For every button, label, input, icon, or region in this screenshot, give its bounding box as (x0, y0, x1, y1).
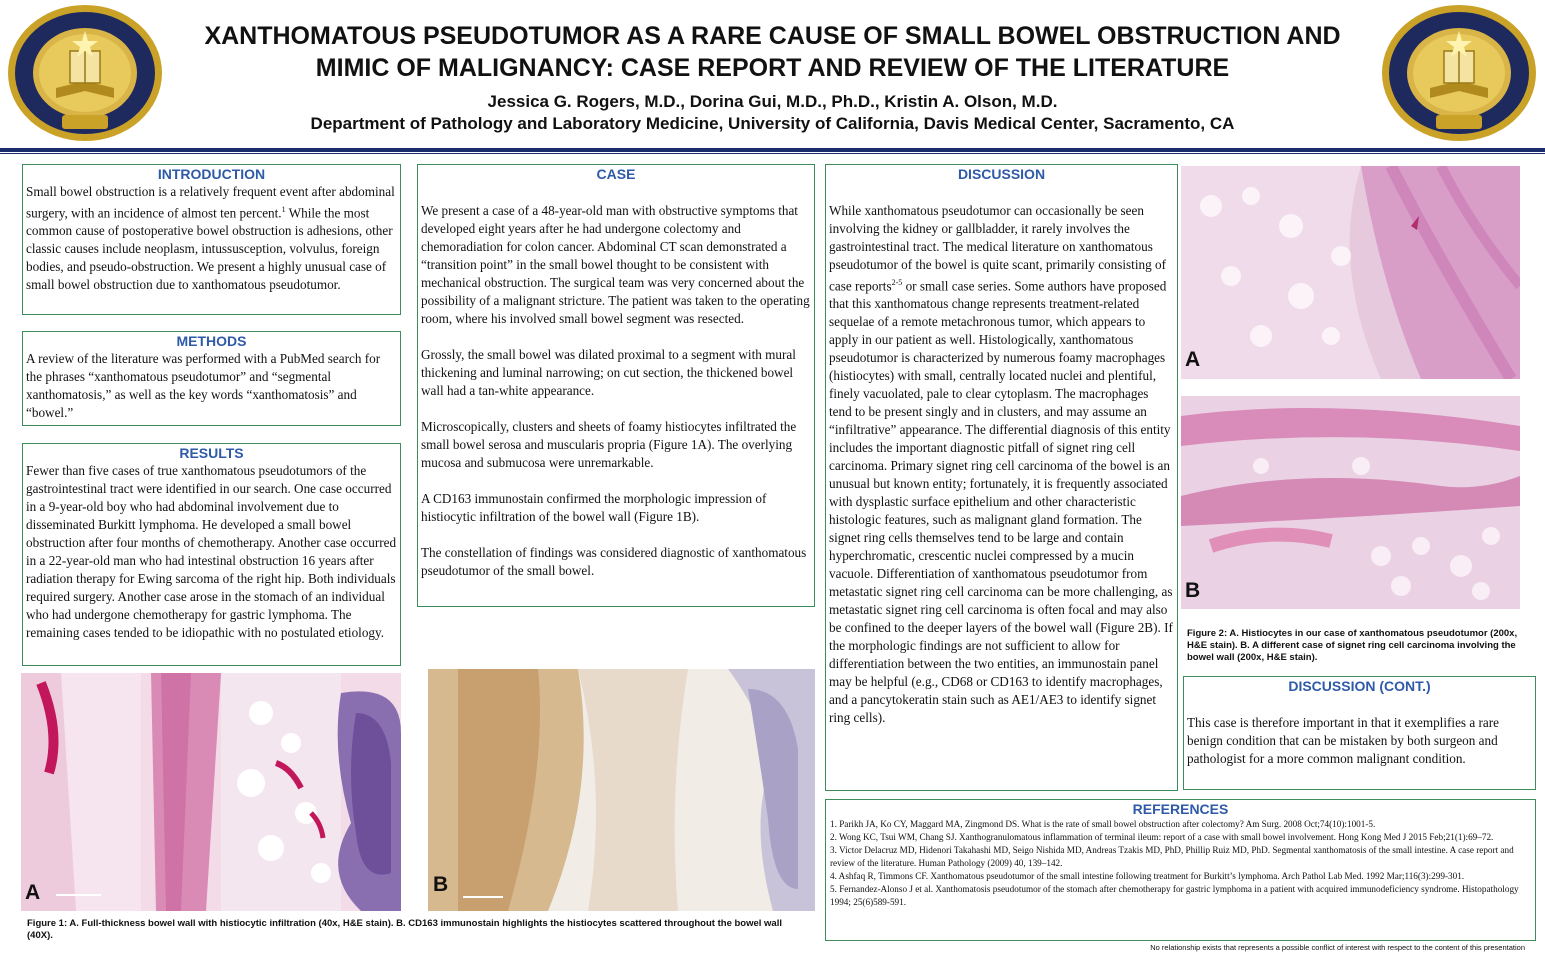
uc-davis-seal-left (6, 3, 164, 143)
discussion-citation: 2-5 (891, 278, 903, 287)
figure-1a-label: A (25, 881, 41, 904)
results-body: Fewer than five cases of true xanthomatous pseudotumors of the gastrointestinal tract were identified in our search. One case occurred in a 9-year-old boy who had abdominal involvement due to disseminated Burkitt lymphoma. He developed a small bowel obstruction after four months of chemotherapy. Another case occurred in a 22-year-old man who had intestinal obstruction 16 years after radiation therapy for Ewing sarcoma of the right hip. Both individuals required surgery. Another case arose in the stomach of an individual who had undergone chemotherapy for gastric lymphoma. The remaining cases tended to be idiopathic with no postulated etiology. (26, 463, 397, 640)
discussion-cont-body: This case is therefore important in that it exemplifies a rare benign condition that can be mistaken by both surgeon and pathologist for a more common malignant condition. (1187, 715, 1499, 766)
poster-title: XANTHOMATOUS PSEUDOTUMOR AS A RARE CAUSE OF SMALL BOWEL OBSTRUCTION AND MIMIC OF MALIGNANCY: CASE REPORT AND REVIEW OF THE LITERATURE (204, 22, 1341, 82)
discussion-cont-section (1183, 676, 1536, 790)
methods-heading: METHODS (176, 333, 247, 349)
figure-2b-image (1181, 396, 1520, 609)
header-divider-thin (0, 153, 1545, 154)
figure-1-caption: Figure 1: A. Full-thickness bowel wall with histiocytic infiltration (40x, H&E stain). B. CD163 immunostain highlights the histiocytes scattered throughout the bowel wall (40X). (27, 918, 782, 941)
case-section (417, 164, 815, 607)
figure-2a-image (1181, 166, 1520, 379)
uc-davis-seal-right (1380, 3, 1538, 143)
introduction-text-b: While the most common cause of postoperative bowel obstruction is adhesions, other classic causes include neoplasm, intussusception, volvulus, foreign bodies, and pseudo-obstruction. We present a highly unusual case of small bowel obstruction due to xanthomatous pseudotumor. (26, 205, 393, 293)
references-heading: REFERENCES (1132, 801, 1229, 817)
discussion-text-b: or small case series. Some authors have proposed that this xanthomatous change represents treatment-related sequelae of a remote metachronous tumor, which appears to apply in our patient as well. Histologically, xanthomatous pseudotumor is characterized by numerous foamy macrophages (histiocytes) with small, centrally located nuclei and plentiful, finely vacuolated, pale to clear cytoplasm. The macrophages tend to be present singly and in clusters, and may assume an “infiltrative” appearance. The differential diagnosis of this entity includes the important diagnostic pitfall of signet ring cell carcinoma. Primary signet ring cell carcinoma of the bowel is an unusual but known entity; fortunately, it is frequently associated with dysplastic surface epithelium and other characteristic histologic features, such as malignant gland formation. The signet ring cells themselves tend to be large and contain hyperchromatic, crescentic nuclei compressed by a mucin vacuole. Differentiation of xanthomatous pseudotumor from metastatic signet ring cell carcinoma can be more challenging, as metastatic signet ring cell carcinoma is often focal and may also be confined to the deeper layers of the bowel wall (Figure 2B). If the morphologic findings are not sufficient to allow for differentiation between the two entities, an immunostain panel may be helpful (e.g., CD68 or CD163 to identify macrophages, and a pancytokeratin stain such as AE1/AE3 to identify signet ring cells). (829, 278, 1173, 726)
figure-2a-label: A (1185, 348, 1201, 371)
results-heading: RESULTS (179, 445, 244, 461)
case-heading: CASE (596, 166, 636, 182)
author-list: Jessica G. Rogers, M.D., Dorina Gui, M.D., Ph.D., Kristin A. Olson, M.D. (487, 92, 1058, 111)
case-paragraph-4: A CD163 immunostain confirmed the morphologic impression of histiocytic infiltration of the bowel wall (Figure 1B). (421, 491, 767, 524)
figure-1a-image (21, 673, 401, 911)
case-paragraph-3: Microscopically, clusters and sheets of foamy histiocytes infiltrated the small bowel serosa and muscularis propria (Figure 1A). The overlying mucosa and submucosa were unremarkable. (421, 419, 797, 470)
reference-4: 4. Ashfaq R, Timmons CF. Xanthomatous pseudotumor of the small intestine following treatment for Burkitt’s lymphoma. Arch Pathol Lab Med. 1992 Mar;116(3):299-301. (830, 871, 1465, 881)
figure-2-caption: Figure 2: A. Histiocytes in our case of xanthomatous pseudotumor (200x, H&E stain). B. A different case of signet ring cell carcinoma involving the bowel wall (200x, H&E stain). (1187, 628, 1518, 663)
introduction-section (22, 164, 401, 315)
case-paragraph-2: Grossly, the small bowel was dilated proximal to a segment with mural thickening and luminal narrowing; on cut section, the thickened bowel wall had a tan-white appearance. (421, 347, 796, 398)
introduction-citation: 1 (281, 205, 286, 214)
figure-1b-image (428, 669, 815, 911)
methods-section (22, 331, 401, 426)
results-section (22, 443, 401, 666)
introduction-body (26, 183, 397, 294)
reference-2: 2. Wong KC, Tsui WM, Chang SJ. Xanthogranulomatous inflammation of terminal ileum: report of a case with small bowel involvement. Hong Kong Med J 2015 Feb;21(1):69–72. (830, 832, 1494, 842)
discussion-text-a: While xanthomatous pseudotumor can occasionally be seen involving the kidney or gallbladder, it rarely involves the gastrointestinal tract. The medical literature on xanthomatous pseudotumor of the bowel is quite scant, primarily consisting of case reports (829, 203, 1166, 294)
header-divider (0, 148, 1545, 152)
figure-1b-label: B (433, 873, 449, 896)
introduction-text-a: Small bowel obstruction is a relatively frequent event after abdominal surgery, with an incidence of almost ten percent. (26, 184, 395, 221)
discussion-heading: DISCUSSION (957, 166, 1046, 182)
discussion-body (829, 202, 1174, 727)
methods-body: A review of the literature was performed with a PubMed search for the phrases “xanthomatous pseudotumor” and “segmental xanthomatosis,” as well as the key words “xanthomatosis” and “bowel.” (26, 351, 381, 420)
reference-1: 1. Parikh JA, Ko CY, Maggard MA, Zingmond DS. What is the rate of small bowel obstruction after colectomy? Am Surg. 2008 Oct;74(10):1001-5. (830, 819, 1376, 829)
reference-3: 3. Victor Delacruz MD, Hidenori Takahashi MD, Seigo Nishida MD, Andreas Tzakis MD, PhD, Phillip Ruiz MD, PhD. Segmental xanthomatosis of the small intestine. A case report and review of the literature. Human Pathology (2009) 40, 139–142. (830, 845, 1514, 868)
figure-2b-label: B (1185, 579, 1201, 602)
case-paragraph-1: We present a case of a 48-year-old man with obstructive symptoms that developed eight years after he had undergone colectomy and chemoradiation for colon cancer. Abdominal CT scan demonstrated a “transition point” in the small bowel thought to be consistent with mechanical obstruction. The surgical team was very concerned about the possibility of a malignant stricture. The patient was taken to the operating room, where his involved small bowel segment was resected. (421, 203, 810, 326)
discussion-section (825, 164, 1178, 791)
reference-5: 5. Fernandez-Alonso J et al. Xanthomatosis pseudotumor of the stomach after chemotherapy for gastric lymphoma in a patient with acquired immunodeficiency syndrome. Histopathology 1994; 25(6)589-591. (830, 884, 1519, 907)
case-paragraph-5: The constellation of findings was considered diagnostic of xanthomatous pseudotumor of the small bowel. (421, 545, 807, 578)
discussion-cont-heading: DISCUSSION (CONT.) (1288, 678, 1431, 694)
references-section (825, 799, 1536, 941)
introduction-heading: INTRODUCTION (157, 166, 266, 182)
department-affiliation: Department of Pathology and Laboratory Medicine, University of California, Davis Medical Center, Sacramento, CA (310, 114, 1235, 133)
conflict-of-interest-disclosure: No relationship exists that represents a possible conflict of interest with respect to the content of this presentation (1150, 943, 1525, 952)
